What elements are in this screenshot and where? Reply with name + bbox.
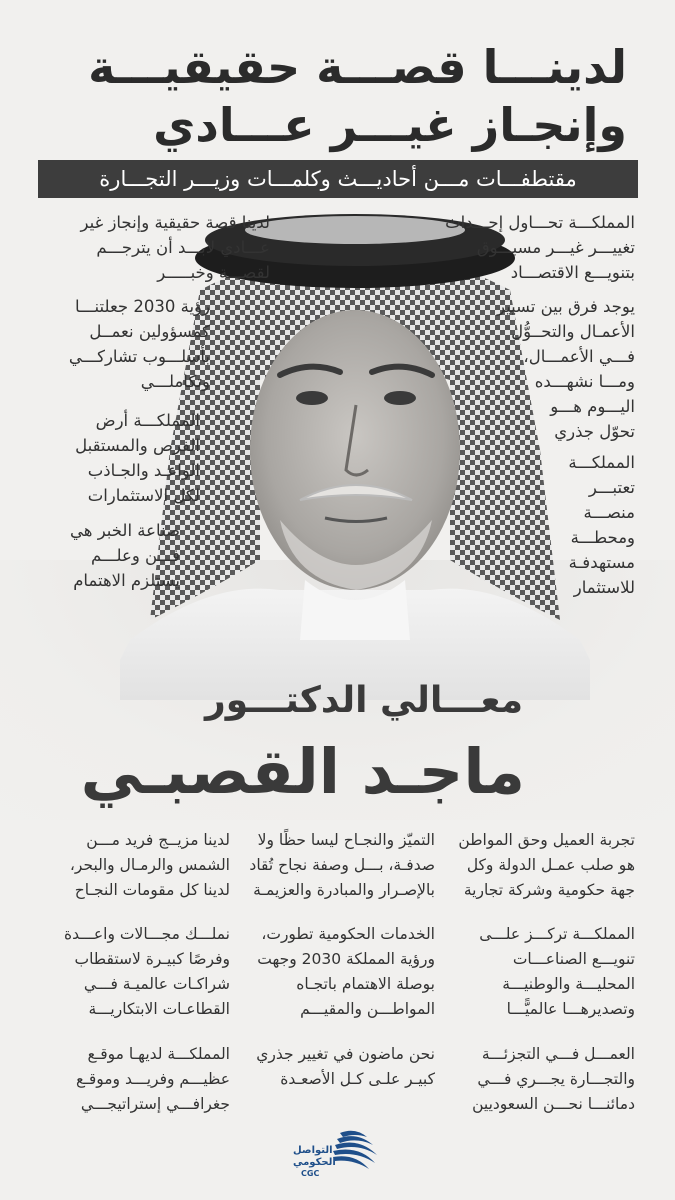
person-name: ماجـد القصبـي <box>80 735 525 808</box>
quote-bottom-right-3: العمـــل فـــي التجزئـــة والتجـــارة يجـــري فـــي دمائنـــا نحـــن السعوديين <box>472 1045 635 1113</box>
quote-bottom-left-3: المملكـــة لديهـا موقـع عظيـــم وفريـــد وموقـع جغرافـــي إستراتيجـــي <box>76 1045 230 1113</box>
quote-top-left-2: رؤية 2030 جعلتنـــا كمسؤولين نعمــل بأسلـــوب تشاركـــي وتكاملـــي <box>68 297 210 391</box>
quote-bottom-right-1: تجربة العميل وحق المواطن هو صلب عمـل الدولة وكل جهة حكومية وشركة تجارية <box>458 831 635 899</box>
quote-bottom-left-1: لدينا مزيــج فريد مـــن الشمس والرمـال والبحر، لدينا كل مقومات النجـاح <box>69 831 230 899</box>
quote-bottom-middle-2: الخدمات الحكومية تطورت، ورؤية المملكة 2030 وجهت بوصلة الاهتمام باتجـاه المواطـــن والمقيـــم <box>257 925 435 1018</box>
honorific-title: معـــالي الدكتـــور <box>204 680 523 721</box>
quote-bottom-middle-3: نحن ماضون في تغيير جذري كبيـر علـى كـل الأصعـدة <box>256 1045 435 1088</box>
logo-text-1: التواصل <box>293 1145 333 1156</box>
quote-top-left-1: لدينا قصة حقيقية وإنجاز غير عـــادي لابـــد أن يترجـــم لقصـــة وخبـــــر <box>80 213 270 282</box>
cgc-logo <box>285 1125 395 1185</box>
logo-text-2: الحكومي <box>293 1157 336 1168</box>
quote-top-left-3: المملكـــة أرض الفرص والمستقبل الواعـد والجـاذب لكل الاستثمارات <box>75 411 200 505</box>
subtitle-bar: مقتطفـــات مـــن أحاديـــث وكلمـــات وزيـــر التجـــارة <box>38 160 638 198</box>
title-line-2: وإنجـاز غيـــر عـــادي <box>153 98 627 152</box>
quote-bottom-middle-1: التميّز والنجـاح ليسا حظًا ولا صدفـة، بـــل وصفة نجاح تُقاد بالإصـرار والمبادرة والعزيمـة <box>249 831 435 899</box>
quote-bottom-left-2: نملـــك مجـــالات واعـــدة وفرصًا كبيـرة لاستقطاب شراكـات عالميـة فـــي القطاعـات الابتكاريـــة <box>64 925 230 1018</box>
title-line-1: لدينـــا قصـــة حقيقيـــة <box>88 40 627 94</box>
logo-text-3: CGC <box>301 1169 320 1178</box>
quote-top-right-1: المملكـــة تحـــاول إحـــداث تغييـــر غيـــر مسبـــوق بتنويـــع الاقتصـــاد <box>445 213 635 282</box>
quote-top-left-4: صناعة الخبر هي فـــن وعلـــم يستلزم الاهتمام <box>70 521 180 590</box>
quote-top-right-3: المملكـــة تعتبـــر منصـــة ومحطـــة مستهدفـة للاستثمار <box>568 453 635 597</box>
quote-top-right-2: يوجد فرق بين تسيير الأعمـال والتحــوُّل فـــي الأعمـــال، ومـــا نشهـــده اليـــوم هـــو تحوّل جذري <box>496 297 635 441</box>
quote-bottom-right-2: المملكـــة تركـــز علـــى تنويـــع الصناعـــات المحليـــة والوطنيـــة وتصديرهـــا عالميًّـــا <box>479 925 635 1018</box>
